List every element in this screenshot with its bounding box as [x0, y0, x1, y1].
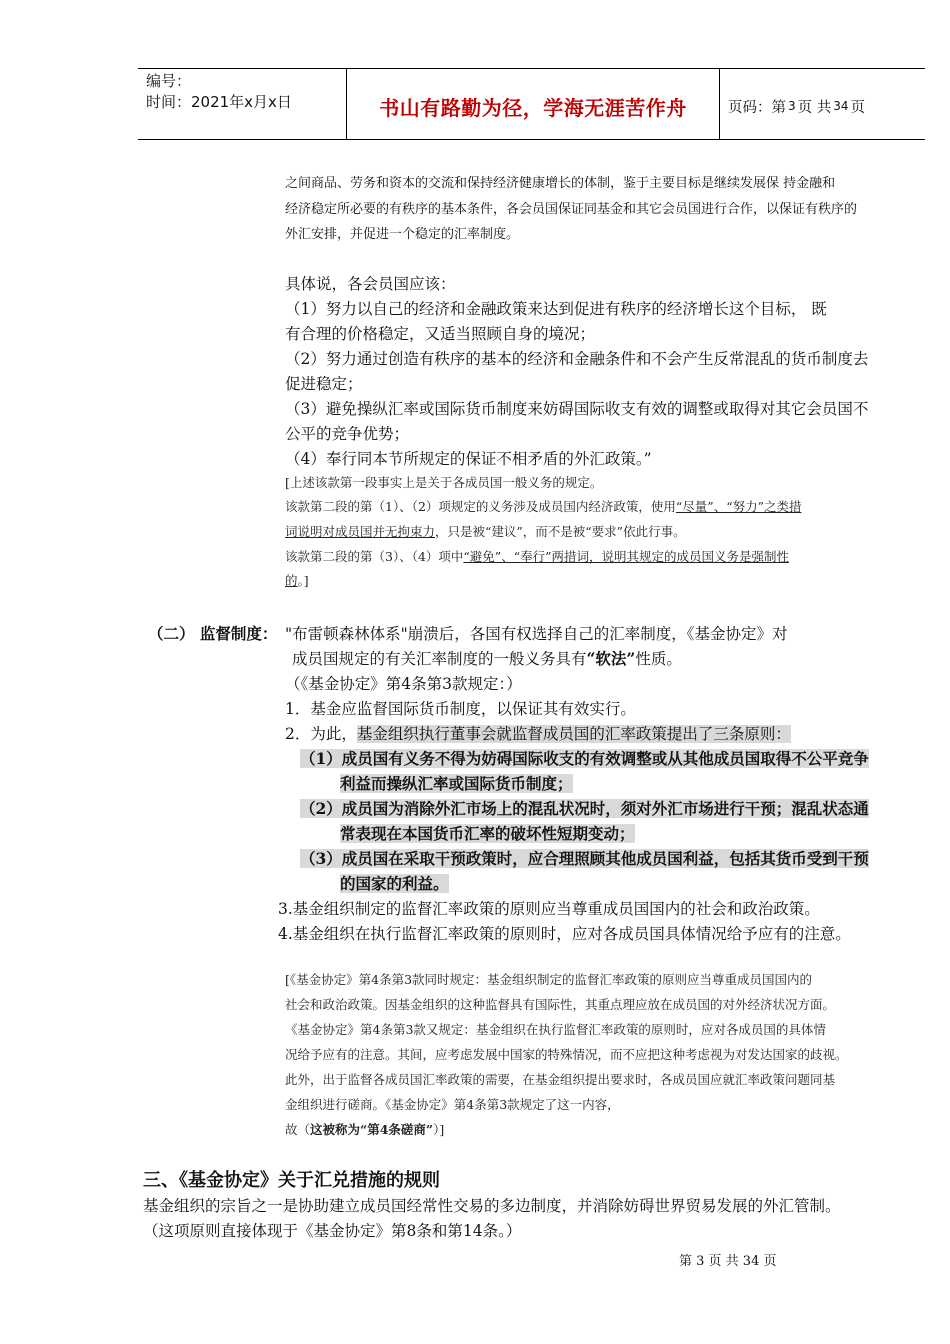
note-line-5: 的。] [285, 573, 309, 588]
header-page-info: 页码：第 3 页 共 34 页 [728, 99, 866, 116]
specific-heading: 具体说，各会员国应该： [285, 275, 456, 293]
note-line-3: 词说明对成员国并无拘束力，只是被“建议”，而不是被“要求”依此行事。 [285, 524, 686, 539]
section2-note-2: 社会和政治政策。因基金组织的这种监督具有国际性，其重点理应放在成员国的对外经济状况方面。 [285, 997, 836, 1012]
section3-heading: 三、《基金协定》关于汇兑措施的规则 [143, 1170, 440, 1191]
section3-line-2: （这项原则直接体现于《基金协定》第8条和第14条。） [143, 1222, 522, 1240]
section2-line-1: "布雷顿森林体系"崩溃后，各国有权选择自己的汇率制度，《基金协定》对 [285, 625, 788, 643]
principle-2a: （2）成员国为消除外汇市场上的混乱状况时，须对外汇市场进行干预；混乱状态通 [300, 799, 869, 818]
principle-1a: （1）成员国有义务不得为妨碍国际收支的有效调整或从其他成员国取得不公平竞争 [300, 749, 869, 768]
item-1a: （1）努力以自己的经济和金融政策来达到促进有秩序的经济增长这个目标， 既 [285, 300, 827, 318]
intro-line-1: 之间商品、劳务和资本的交流和保持经济健康增长的体制，鉴于主要目标是继续发展保 持金融和 [285, 176, 836, 191]
principle-3b: 的国家的利益。 [340, 874, 449, 893]
item-3b: 公平的竞争优势； [285, 425, 410, 443]
principle-3a: （3）成员国在采取干预政策时，应合理照顾其他成员国利益，包括其货币受到干预 [300, 849, 869, 868]
header-page-total: 34 [833, 99, 849, 113]
item-2b: 促进稳定； [285, 375, 363, 393]
section2-line-3: （《基金协定》第4条第3款规定：） [285, 675, 522, 693]
item-4: （4）奉行同本节所规定的保证不相矛盾的外汇政策。” [285, 450, 652, 468]
header-page-current: 3 [788, 99, 796, 113]
header-meta [138, 69, 347, 139]
section2-point-4: 4.基金组织在执行监督汇率政策的原则时，应对各成员国具体情况给予应有的注意。 [278, 925, 851, 943]
section2-point-2: 2．为此，基金组织执行董事会就监督成员国的汇率政策提出了三条原则： [285, 725, 791, 743]
section2-note-6: 金组织进行磋商。《基金协定》第4条第3款规定了这一内容， [285, 1097, 620, 1112]
note-line-4: 该款第二段的第（3）、（4）项中“避免”、“奉行”两措词，说明其规定的成员国义务是强制性 [285, 549, 789, 564]
section2-point-1: 1．基金应监督国际货币制度，以保证其有效实行。 [285, 700, 636, 718]
section2-note-5: 此外，出于监督各成员国汇率政策的需要，在基金组织提出要求时，各成员国应就汇率政策问题同基 [285, 1072, 836, 1087]
section2-line-2: 成员国规定的有关汇率制度的一般义务具有“软法”性质。 [292, 649, 682, 668]
header-date: 时间：2021年x月x日 [146, 93, 292, 111]
header-number: 编号： [146, 72, 192, 90]
intro-line-3: 外汇安排，并促进一个稳定的汇率制度。 [285, 227, 520, 242]
item-1b: 有合理的价格稳定，又适当照顾自身的境况； [285, 325, 596, 343]
header-motto: 书山有路勤为径，学海无涯苦作舟 [347, 69, 720, 139]
note-line-1: [上述该款第一段事实上是关于各成员国一般义务的规定。 [285, 475, 603, 490]
intro-line-2: 经济稳定所必要的有秩序的基本条件，各会员国保证同基金和其它会员国进行合作，以保证有秩序的 [285, 202, 858, 217]
item-3a: （3）避免操纵汇率或国际货币制度来妨碍国际收支有效的调整或取得对其它会员国不 [285, 400, 869, 418]
item-2a: （2）努力通过创造有秩序的基本的经济和金融条件和不会产生反常混乱的货币制度去 [285, 350, 869, 368]
principle-2b: 常表现在本国货币汇率的破坏性短期变动； [340, 824, 635, 843]
principle-1b: 利益而操纵汇率或国际货币制度； [340, 774, 573, 793]
page-header [138, 68, 925, 140]
section2-note-7: 故（这被称为“第4条磋商”）] [285, 1122, 445, 1137]
section2-note-1: [《基金协定》第4条第3款同时规定：基金组织制定的监督汇率政策的原则应当尊重成员国国内的 [285, 972, 813, 987]
section3-line-1: 基金组织的宗旨之一是协助建立成员国经常性交易的多边制度，并消除妨碍世界贸易发展的外汇管制。 [143, 1197, 841, 1215]
section2-point-3: 3.基金组织制定的监督汇率政策的原则应当尊重成员国国内的社会和政治政策。 [278, 900, 820, 918]
section2-note-3: 《基金协定》第4条第3款又规定：基金组织在执行监督汇率政策的原则时，应对各成员国的具体情 [285, 1022, 826, 1037]
section2-note-4: 况给予应有的注意。其间，应考虑发展中国家的特殊情况，而不应把这种考虑视为对发达国家的歧视。 [285, 1047, 848, 1062]
section2-label: （二） 监督制度： [148, 625, 278, 643]
page-footer: 第 3 页 共 34 页 [679, 1254, 777, 1269]
note-line-2: 该款第二段的第（1）、（2）项规定的义务涉及成员国内经济政策，使用“尽量”、“努力”之类措 [285, 499, 802, 514]
